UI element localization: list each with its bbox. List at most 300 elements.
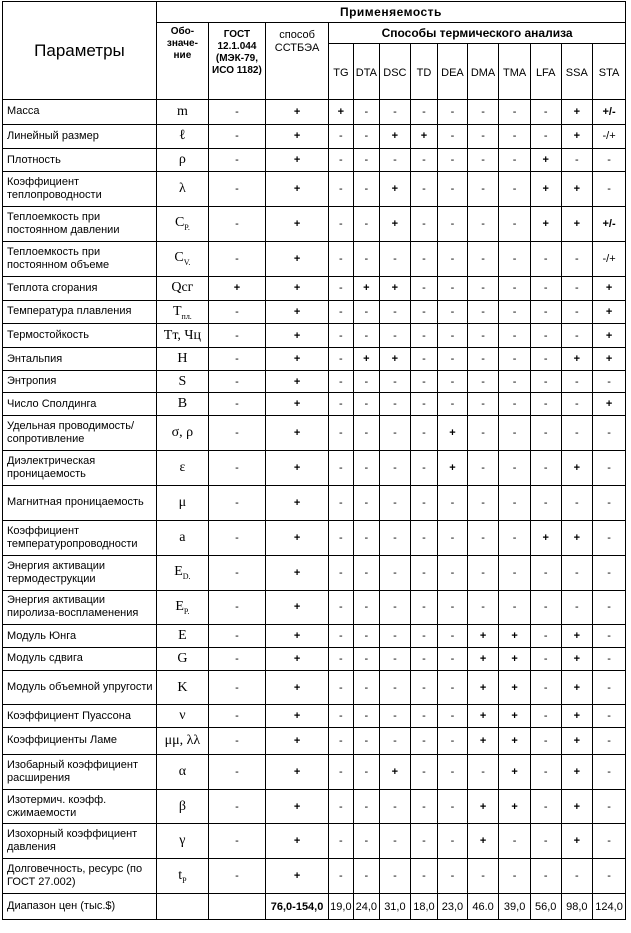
sstbea-mark: + [265,241,328,276]
method-mark-lfa: + [530,171,561,206]
method-mark-tg: - [329,323,353,348]
method-mark-sta: - [593,647,626,670]
method-mark-td: - [410,705,438,728]
method-mark-tg: - [329,124,353,149]
method-mark-lfa: + [530,149,561,172]
param-symbol [156,124,208,149]
gost-mark: - [208,124,265,149]
sstbea-mark: + [265,124,328,149]
method-mark-dma: - [467,276,499,301]
method-mark-dea: - [438,241,468,276]
method-mark-ssa: - [561,301,593,324]
method-mark-lfa: - [530,824,561,859]
table-row [3,323,626,348]
method-mark-dma: - [467,754,499,789]
method-mark-ssa: + [561,520,593,555]
table-row [3,393,626,416]
sstbea-mark: + [265,149,328,172]
method-mark-tma: - [499,206,531,241]
method-mark-tg: - [329,206,353,241]
method-mark-tma: - [499,824,531,859]
method-header-dea: DEA [438,44,468,100]
gost-mark: - [208,754,265,789]
param-symbol [156,590,208,625]
method-mark-tg: - [329,824,353,859]
method-mark-sta: + [593,348,626,371]
method-mark-dea: + [438,450,468,485]
table-row [3,301,626,324]
method-mark-lfa: - [530,728,561,755]
method-mark-lfa: - [530,276,561,301]
method-mark-sta: + [593,323,626,348]
table-row [3,450,626,485]
price-label: Диапазон цен (тыс.$) [3,894,157,920]
method-mark-ssa: + [561,789,593,824]
method-mark-tma: - [499,555,531,590]
gost-mark: - [208,206,265,241]
symbol-main: α [178,763,187,779]
param-symbol [156,416,208,451]
method-mark-dta: - [353,124,380,149]
method-mark-tma: - [499,241,531,276]
method-mark-dsc: - [380,859,411,894]
method-mark-tg: - [329,670,353,705]
method-mark-sta: - [593,754,626,789]
param-symbol [156,859,208,894]
sstbea-mark: + [265,323,328,348]
method-mark-dma: + [467,705,499,728]
method-mark-dma: - [467,301,499,324]
sstbea-mark: + [265,171,328,206]
method-mark-dta: - [353,647,380,670]
method-mark-td: - [410,370,438,393]
method-mark-dea: - [438,348,468,371]
method-mark-sta: - [593,416,626,451]
symbol-main: B [177,396,188,412]
method-mark-sta: - [593,485,626,520]
param-name: Диэлектрическая проницаемость [3,450,157,485]
method-mark-dsc: - [380,728,411,755]
applicability-table [2,1,626,920]
price-dma: 46.0 [467,894,499,920]
method-mark-tg: - [329,450,353,485]
method-mark-lfa: - [530,393,561,416]
symbol-main: γ [179,833,186,849]
method-mark-dma: - [467,370,499,393]
method-mark-ssa: - [561,323,593,348]
method-mark-dma: + [467,625,499,648]
table-row [3,754,626,789]
method-mark-dea: - [438,206,468,241]
method-header-dma: DMA [467,44,499,100]
gost-mark: - [208,647,265,670]
price-tma: 39,0 [499,894,531,920]
param-name: Теплоемкость при постоянном давлении [3,206,157,241]
method-mark-dsc: + [380,276,411,301]
method-header-ssa: SSA [561,44,593,100]
param-name: Коэффициенты Ламе [3,728,157,755]
method-mark-sta: -/+ [593,241,626,276]
param-name: Изотермич. коэфф. сжимаемости [3,789,157,824]
method-mark-dta: - [353,670,380,705]
method-mark-tma: - [499,100,531,125]
symbol-main: S [178,373,187,389]
method-mark-lfa: - [530,241,561,276]
method-mark-td: - [410,728,438,755]
method-mark-sta: - [593,789,626,824]
method-mark-sta: + [593,276,626,301]
method-mark-dsc: - [380,705,411,728]
method-mark-lfa: - [530,100,561,125]
param-symbol [156,393,208,416]
param-symbol [156,705,208,728]
method-mark-dea: - [438,124,468,149]
sstbea-mark: + [265,416,328,451]
method-mark-lfa: - [530,555,561,590]
price-dta: 24,0 [353,894,380,920]
gost-mark: - [208,241,265,276]
method-mark-dta: - [353,824,380,859]
method-mark-ssa: - [561,416,593,451]
applicability-header: Применяемость [156,2,625,23]
method-mark-ssa: - [561,555,593,590]
method-mark-dsc: - [380,670,411,705]
method-mark-ssa: + [561,124,593,149]
method-mark-ssa: - [561,393,593,416]
method-mark-sta: - [593,859,626,894]
method-mark-dma: - [467,416,499,451]
method-mark-dea: - [438,171,468,206]
method-mark-dsc: - [380,149,411,172]
method-mark-tma: - [499,276,531,301]
method-mark-dta: - [353,149,380,172]
method-mark-dsc: - [380,100,411,125]
param-symbol [156,206,208,241]
symbol-main: C [174,215,185,231]
price-ssa: 98,0 [561,894,593,920]
method-mark-sta: +/- [593,206,626,241]
price-td: 18,0 [410,894,438,920]
table-row [3,555,626,590]
symbol-main: σ, ρ [171,425,194,440]
param-symbol [156,348,208,371]
method-mark-tma: + [499,728,531,755]
price-row [3,894,626,920]
param-name: Модуль объемной упругости [3,670,157,705]
symbol-main: E [174,564,183,580]
method-mark-sta: + [593,301,626,324]
method-mark-dma: + [467,824,499,859]
symbol-main: H [177,351,188,367]
method-mark-sta: - [593,705,626,728]
table-row [3,728,626,755]
param-symbol [156,485,208,520]
method-mark-tma: + [499,789,531,824]
method-mark-dta: - [353,416,380,451]
sstbea-mark: + [265,276,328,301]
param-symbol [156,370,208,393]
gost-mark: - [208,485,265,520]
method-mark-lfa: + [530,206,561,241]
method-mark-sta: - [593,728,626,755]
table-row [3,789,626,824]
method-mark-td: - [410,206,438,241]
symbol-main: ρ [178,152,186,168]
method-mark-tg: - [329,590,353,625]
sstbea-mark: + [265,647,328,670]
method-mark-tma: + [499,647,531,670]
method-mark-dta: - [353,393,380,416]
table-row [3,625,626,648]
gost-mark: - [208,393,265,416]
method-mark-td: - [410,520,438,555]
method-mark-dsc: - [380,590,411,625]
method-mark-dea: - [438,555,468,590]
designation-header: Обо- значе- ние [166,26,198,61]
symbol-main: ℓ [179,128,186,144]
table-row [3,670,626,705]
method-mark-tg: - [329,647,353,670]
method-mark-ssa: + [561,625,593,648]
method-mark-ssa: + [561,206,593,241]
symbol-main: C [174,250,184,266]
symbol-main: t [178,867,183,883]
sstbea-mark: + [265,520,328,555]
method-mark-ssa: - [561,370,593,393]
method-mark-dea: - [438,670,468,705]
method-mark-lfa: + [530,520,561,555]
method-mark-dea: - [438,789,468,824]
sstbea-mark: + [265,393,328,416]
method-mark-lfa: - [530,670,561,705]
method-mark-td: - [410,590,438,625]
gost-mark: - [208,728,265,755]
method-mark-dta: - [353,100,380,125]
symbol-main: K [177,679,188,695]
method-mark-dea: - [438,705,468,728]
method-mark-dta: - [353,754,380,789]
method-mark-dea: - [438,625,468,648]
method-mark-tg: - [329,149,353,172]
method-header-dta: DTA [353,44,380,100]
table-row [3,276,626,301]
method-mark-sta: -/+ [593,124,626,149]
method-mark-tg: - [329,555,353,590]
method-mark-dma: - [467,206,499,241]
method-mark-dea: + [438,416,468,451]
method-header-tma: TMA [499,44,531,100]
table-row [3,100,626,125]
table-row [3,370,626,393]
param-name: Энергия активации термодеструкции [3,555,157,590]
method-mark-ssa: - [561,485,593,520]
method-mark-sta: - [593,450,626,485]
method-mark-dea: - [438,149,468,172]
symbol-main: Qсг [171,280,194,296]
param-name: Число Сполдинга [3,393,157,416]
method-mark-td: - [410,276,438,301]
price-tg: 19,0 [329,894,353,920]
method-mark-dta: - [353,241,380,276]
method-mark-dma: - [467,124,499,149]
sstbea-header: способ ССТБЭА [265,23,328,100]
sstbea-mark: + [265,728,328,755]
method-mark-ssa: + [561,647,593,670]
method-mark-lfa: - [530,416,561,451]
symbol-main: λ [179,180,186,196]
method-mark-lfa: - [530,705,561,728]
sstbea-mark: + [265,670,328,705]
method-mark-td: - [410,485,438,520]
method-mark-tma: - [499,149,531,172]
sstbea-mark: + [265,754,328,789]
param-symbol [156,276,208,301]
method-mark-lfa: - [530,301,561,324]
method-mark-dsc: - [380,323,411,348]
params-header: Параметры [3,2,157,100]
method-mark-dsc: + [380,206,411,241]
method-mark-dma: - [467,393,499,416]
symbol-subscript: P. [184,223,190,233]
method-mark-dea: - [438,393,468,416]
method-mark-dsc: - [380,241,411,276]
gost-mark: - [208,348,265,371]
method-mark-ssa: + [561,705,593,728]
symbol-subscript: D. [182,571,191,581]
sstbea-mark: + [265,450,328,485]
method-mark-lfa: - [530,789,561,824]
method-mark-tma: - [499,450,531,485]
method-header-lfa: LFA [530,44,561,100]
method-mark-ssa: + [561,348,593,371]
param-symbol [156,728,208,755]
method-mark-dta: - [353,323,380,348]
method-mark-ssa: + [561,728,593,755]
method-mark-ssa: - [561,859,593,894]
symbol-main: G [177,650,188,666]
method-mark-td: - [410,241,438,276]
method-mark-dea: - [438,520,468,555]
method-mark-td: - [410,323,438,348]
param-symbol [156,301,208,324]
method-mark-sta: - [593,625,626,648]
method-mark-td: - [410,670,438,705]
method-mark-td: - [410,824,438,859]
symbol-subscript: P. [183,606,190,616]
price-sta: 124,0 [593,894,626,920]
param-symbol [156,647,208,670]
method-mark-tg: - [329,859,353,894]
method-mark-lfa: - [530,625,561,648]
method-mark-dta: - [353,555,380,590]
method-mark-dsc: - [380,450,411,485]
method-mark-dta: - [353,859,380,894]
method-mark-tma: - [499,370,531,393]
method-mark-lfa: - [530,370,561,393]
method-mark-ssa: + [561,450,593,485]
method-mark-sta: - [593,670,626,705]
param-name: Изобарный коэффициент расширения [3,754,157,789]
method-mark-dma: + [467,789,499,824]
method-mark-dea: - [438,859,468,894]
method-mark-dta: - [353,450,380,485]
method-mark-dta: + [353,276,380,301]
gost-mark: - [208,520,265,555]
method-mark-lfa: - [530,323,561,348]
method-mark-tg: - [329,348,353,371]
table-row [3,705,626,728]
method-mark-dsc: - [380,393,411,416]
method-mark-tma: + [499,670,531,705]
gost-mark: - [208,301,265,324]
method-mark-dea: - [438,276,468,301]
method-mark-lfa: - [530,859,561,894]
table-row [3,824,626,859]
method-mark-ssa: + [561,171,593,206]
param-name: Магнитная проницаемость [3,485,157,520]
param-symbol [156,555,208,590]
param-symbol [156,323,208,348]
param-name: Теплота сгорания [3,276,157,301]
method-mark-dea: - [438,647,468,670]
method-mark-dsc: + [380,348,411,371]
method-mark-tg: - [329,393,353,416]
gost-mark: - [208,824,265,859]
method-mark-dsc: - [380,301,411,324]
method-mark-tma: - [499,301,531,324]
method-header-sta: STA [593,44,626,100]
price-sstbea: 76,0-154,0 [265,894,328,920]
table-row [3,124,626,149]
param-name: Коэффициент температуропроводности [3,520,157,555]
method-mark-sta: +/- [593,100,626,125]
gost-mark: - [208,370,265,393]
method-mark-td: - [410,555,438,590]
param-symbol [156,824,208,859]
method-mark-dma: + [467,647,499,670]
method-mark-td: - [410,149,438,172]
method-mark-dma: + [467,728,499,755]
method-mark-sta: - [593,520,626,555]
param-name: Изохорный коэффициент давления [3,824,157,859]
gost-mark: - [208,625,265,648]
symbol-main: a [179,529,186,545]
method-mark-tma: - [499,590,531,625]
method-mark-tg: - [329,625,353,648]
method-mark-dsc: + [380,124,411,149]
param-name: Модуль Юнга [3,625,157,648]
method-mark-sta: - [593,824,626,859]
sstbea-mark: + [265,485,328,520]
sstbea-mark: + [265,555,328,590]
method-mark-dea: - [438,323,468,348]
method-mark-tma: - [499,393,531,416]
sstbea-mark: + [265,370,328,393]
gost-mark: - [208,859,265,894]
method-mark-dsc: - [380,824,411,859]
method-mark-sta: - [593,555,626,590]
param-name: Теплоемкость при постоянном объеме [3,241,157,276]
method-mark-lfa: - [530,124,561,149]
symbol-subscript: пл. [181,311,192,321]
method-mark-lfa: - [530,647,561,670]
method-header-dsc: DSC [380,44,411,100]
method-mark-dta: - [353,520,380,555]
method-mark-tg: + [329,100,353,125]
method-mark-dsc: - [380,789,411,824]
method-mark-ssa: + [561,754,593,789]
symbol-main: μμ, λλ [164,732,201,748]
